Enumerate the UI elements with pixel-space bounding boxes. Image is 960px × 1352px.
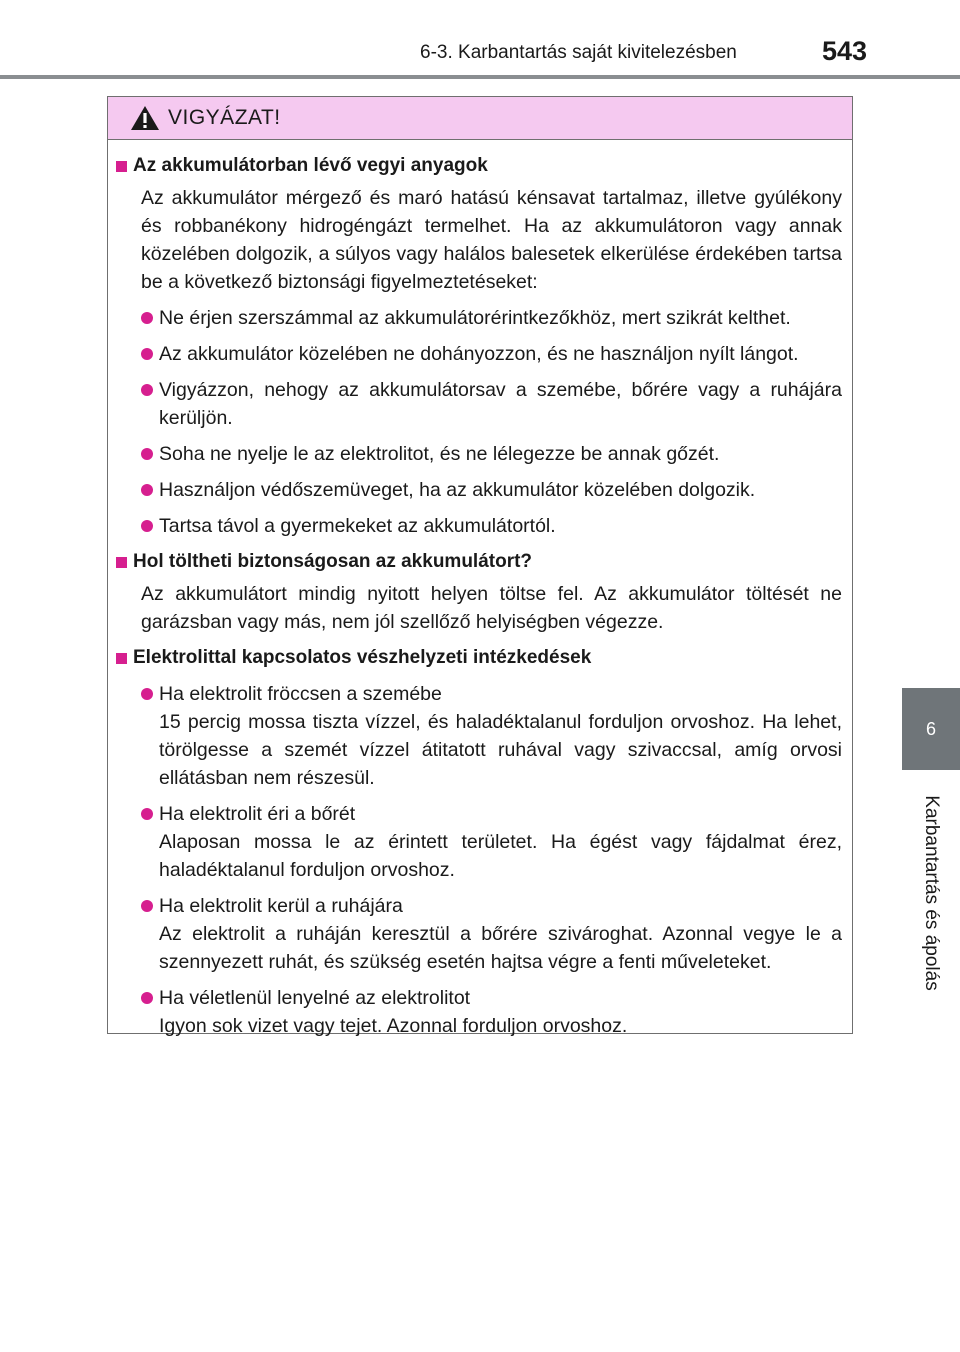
round-bullet-icon <box>141 348 153 360</box>
heading-text: Hol töltheti biztonságosan az akkumulátort? <box>133 551 533 572</box>
list-item-title: Ha elektrolit éri a bőrét <box>159 803 356 825</box>
round-bullet-icon <box>141 900 153 912</box>
list-item <box>141 340 842 368</box>
list-item-text: Tartsa távol a gyermekeket az akkumulátortól. <box>159 515 556 537</box>
list-item-title: Ha elektrolit fröccsen a szemébe <box>159 683 442 705</box>
list-item <box>141 476 842 504</box>
header-rule <box>0 75 960 79</box>
list-item-text <box>159 800 842 884</box>
list-item-text <box>159 892 842 976</box>
round-bullet-icon <box>141 808 153 820</box>
warning-box <box>107 96 853 1037</box>
section-paragraph: Az akkumulátort mindig nyitott helyen töltse fel. Az akkumulátor töltését ne garázsban vagy más, nem jól szellőző helyiségben végezze. <box>141 583 842 633</box>
round-bullet-icon <box>141 688 153 700</box>
list-item <box>141 680 842 792</box>
list-item-title: Ha elektrolit kerül a ruhájára <box>159 895 403 917</box>
warning-body <box>108 140 852 1040</box>
round-bullet-icon <box>141 484 153 496</box>
section-chemicals <box>116 152 842 540</box>
round-bullet-icon <box>141 384 153 396</box>
list-item <box>141 800 842 884</box>
heading-text: Elektrolittal kapcsolatos vészhelyzeti intézkedések <box>133 647 592 668</box>
list-item-text <box>159 984 842 1040</box>
warning-triangle-icon <box>130 105 160 131</box>
list-item-text: Soha ne nyelje le az elektrolitot, és ne lélegezze be annak gőzét. <box>159 443 720 465</box>
chapter-label-text: Karbantartás és ápolás <box>921 795 942 991</box>
list-item-body: Alaposan mossa le az érintett területet. Ha égést vagy fájdalmat érez, haladéktalanul forduljon orvoshoz. <box>159 831 842 881</box>
round-bullet-icon <box>141 312 153 324</box>
square-bullet-icon <box>116 557 127 568</box>
section-heading <box>116 548 842 576</box>
list-item-body: 15 percig mossa tiszta vízzel, és haladéktalanul forduljon orvoshoz. Ha lehet, törölgesse a szemét vízzel átitatott ruhával vagy szivaccsal, amíg orvosi ellátásban nem részesül. <box>159 711 842 789</box>
list-item-text: Használjon védőszemüveget, ha az akkumulátor közelében dolgozik. <box>159 479 756 501</box>
round-bullet-icon <box>141 520 153 532</box>
square-bullet-icon <box>116 653 127 664</box>
list-item-text <box>159 680 842 792</box>
chapter-number: 6 <box>925 719 936 739</box>
list-item-text: Ne érjen szerszámmal az akkumulátorérintkezőkhöz, mert szikrát kelthet. <box>159 307 791 329</box>
list-item <box>141 984 842 1040</box>
heading-text: Az akkumulátorban lévő vegyi anyagok <box>133 155 488 176</box>
list-item-body: Igyon sok vizet vagy tejet. Azonnal forduljon orvoshoz. <box>159 1015 628 1037</box>
list-item-title: Ha véletlenül lenyelné az elektrolitot <box>159 987 471 1009</box>
section-paragraph: Az akkumulátor mérgező és maró hatású kénsavat tartalmaz, illetve gyúlékony és robbanékony hidrogéngázt termelhet. Ha az akkumulátoron vagy annak közelében dolgozik, a súlyos vagy halálos balesetek elkerülése érdekében tartsa be a következő biztonsági figyelmeztetéseket: <box>141 187 842 293</box>
list-item <box>141 376 842 432</box>
section-emergency <box>116 644 842 1040</box>
list-item <box>141 440 842 468</box>
chapter-tab <box>902 688 960 770</box>
square-bullet-icon <box>116 161 127 172</box>
round-bullet-icon <box>141 992 153 1004</box>
list-item <box>141 892 842 976</box>
warning-title: VIGYÁZAT! <box>168 106 281 129</box>
page-number: 543 <box>822 36 868 66</box>
warning-header <box>108 97 852 140</box>
section-heading <box>116 644 842 672</box>
section-charging <box>116 548 842 636</box>
list-item-text: Vigyázzon, nehogy az akkumulátorsav a szemébe, bőrére vagy a ruhájára kerüljön. <box>159 379 842 429</box>
section-header: 6-3. Karbantartás saját kivitelezésben <box>420 42 737 63</box>
list-item <box>141 304 842 332</box>
list-item <box>141 512 842 540</box>
section-heading <box>116 152 842 180</box>
round-bullet-icon <box>141 448 153 460</box>
list-item-body: Az elektrolit a ruháján keresztül a bőrére szivároghat. Azonnal vegye le a szennyezett ruhát, és szükség esetén hajtsa végre a fenti műveleteket. <box>159 923 842 973</box>
list-item-text: Az akkumulátor közelében ne dohányozzon, és ne használjon nyílt lángot. <box>159 343 799 365</box>
